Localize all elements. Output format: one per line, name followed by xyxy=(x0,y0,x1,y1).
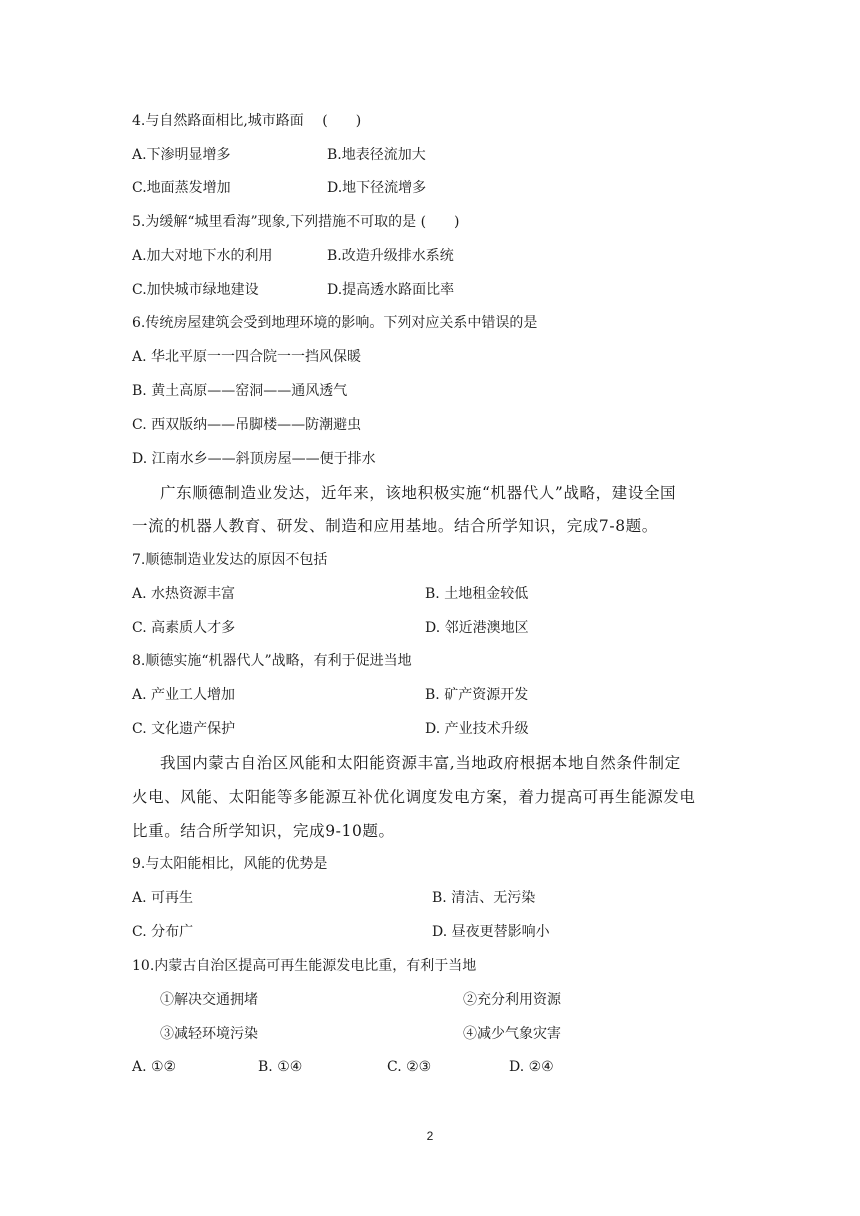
question-7-option-b: B. 土地租金较低 xyxy=(425,586,529,602)
question-4-option-d: D.地下径流增多 xyxy=(327,180,427,196)
question-4-option-c: C.地面蒸发增加 xyxy=(132,180,231,196)
question-6-option-b: B. 黄土高原——窑洞——通风透气 xyxy=(132,383,348,399)
question-9-option-a: A. 可再生 xyxy=(132,890,194,906)
question-10-stem: 10.内蒙古自治区提高可再生能源发电比重，有利于当地 xyxy=(132,958,477,974)
question-8-option-b: B. 矿产资源开发 xyxy=(425,687,529,703)
question-4-option-a: A.下渗明显增多 xyxy=(132,147,231,163)
passage-1-line-2: 一流的机器人教育、研发、制造和应用基地。结合所学知识，完成7-8题。 xyxy=(132,517,658,535)
question-9-option-d: D. 昼夜更替影响小 xyxy=(432,924,550,940)
question-10-option-a: A. ①② xyxy=(132,1059,177,1075)
passage-2-line-2: 火电、风能、太阳能等多能源互补优化调度发电方案，着力提高可再生能源发电 xyxy=(132,788,696,806)
question-10-option-d: D. ②④ xyxy=(509,1059,554,1075)
question-8-option-c: C. 文化遗产保护 xyxy=(132,721,236,737)
question-10-item-4: ④减少气象灾害 xyxy=(463,1026,561,1042)
question-5-option-c: C.加快城市绿地建设 xyxy=(132,282,259,298)
question-8-option-d: D. 产业技术升级 xyxy=(425,721,529,737)
question-7-option-c: C. 高素质人才多 xyxy=(132,620,236,636)
question-5-option-d: D.提高透水路面比率 xyxy=(327,282,455,298)
question-10-option-b: B. ①④ xyxy=(258,1059,303,1075)
question-6-stem: 6.传统房屋建筑会受到地理环境的影响。下列对应关系中错误的是 xyxy=(132,315,538,331)
question-9-option-c: C. 分布广 xyxy=(132,924,194,940)
question-8-option-a: A. 产业工人增加 xyxy=(132,687,236,703)
question-6-option-d: D. 江南水乡——斜顶房屋——便于排水 xyxy=(132,451,376,467)
passage-1-line-1: 广东顺德制造业发达，近年来，该地积极实施“机器代人”战略，建设全国 xyxy=(160,484,677,502)
question-6-option-a: A. 华北平原一一四合院一一挡风保暖 xyxy=(132,349,362,365)
question-6-option-c: C. 西双版纳——吊脚楼——防潮避虫 xyxy=(132,417,362,433)
question-9-stem: 9.与太阳能相比，风能的优势是 xyxy=(132,856,328,872)
question-7-option-a: A. 水热资源丰富 xyxy=(132,586,236,602)
question-5-stem: 5.为缓解“城里看海”现象,下列措施不可取的是 ( ) xyxy=(132,214,460,230)
question-10-item-2: ②充分利用资源 xyxy=(463,992,561,1008)
question-10-item-1: ①解决交通拥堵 xyxy=(160,992,258,1008)
question-4-option-b: B.地表径流加大 xyxy=(327,147,426,163)
passage-2-line-1: 我国内蒙古自治区风能和太阳能资源丰富,当地政府根据本地自然条件制定 xyxy=(160,754,681,772)
question-5-option-a: A.加大对地下水的利用 xyxy=(132,248,273,264)
question-4-stem: 4.与自然路面相比,城市路面 ( ) xyxy=(132,113,362,129)
passage-2-line-3: 比重。结合所学知识，完成9-10题。 xyxy=(132,822,395,840)
question-9-option-b: B. 清洁、无污染 xyxy=(432,890,536,906)
question-10-option-c: C. ②③ xyxy=(387,1059,432,1075)
question-7-option-d: D. 邻近港澳地区 xyxy=(425,620,529,636)
question-10-item-3: ③减轻环境污染 xyxy=(160,1026,258,1042)
page-number: 2 xyxy=(426,1129,434,1143)
question-7-stem: 7.顺德制造业发达的原因不包括 xyxy=(132,552,328,568)
question-8-stem: 8.顺德实施“机器代人”战略，有利于促进当地 xyxy=(132,653,412,669)
question-5-option-b: B.改造升级排水系统 xyxy=(327,248,454,264)
